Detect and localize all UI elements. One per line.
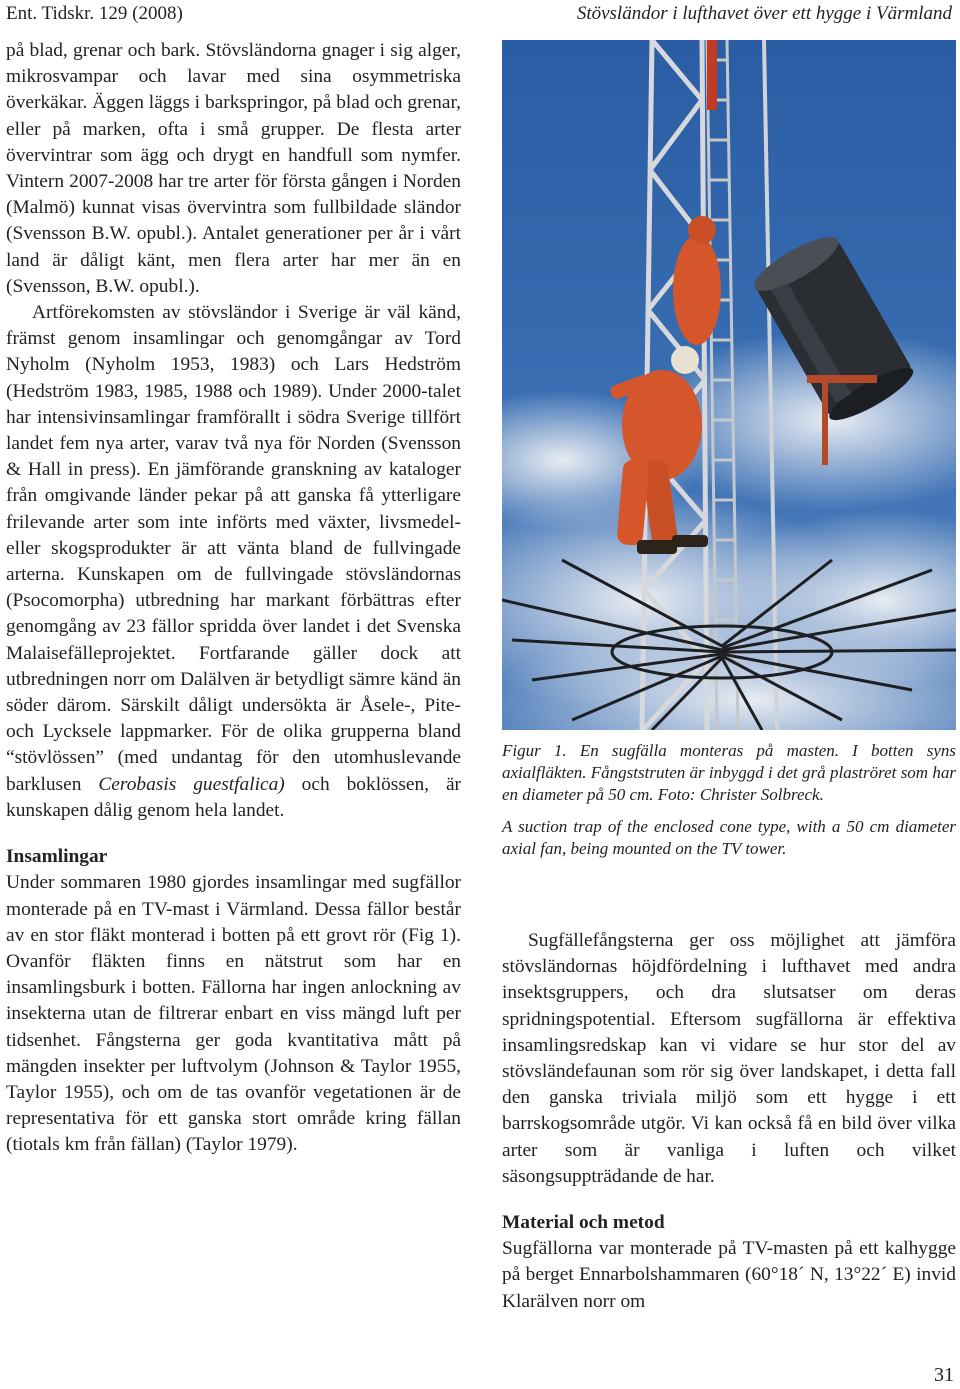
caption-swedish: Figur 1. En sugfälla monteras på masten. I botten syns axialfläkten. Fångststruten är inbyggd i det grå plaströret som har en diameter på 50 cm. Foto: Christer Solbreck. xyxy=(502,741,956,804)
figure-photo xyxy=(502,40,956,730)
figure-caption xyxy=(502,740,956,860)
paragraph-text: Artförekomsten av stövsländor i Sverige är väl känd, främst genom insamlingar och genomgångar av Tord Nyholm (Nyholm 1953, 1983) och Lars Hedström (Hedström 1983, 1985, 1988 och 1989). Under 2000-talet har intensivinsamlingar framförallt i södra Sverige tillfört landet fem nya arter, varav två nya för Norden (Svensson & Hall in press). En jämförande granskning av kataloger från omgivande länder pekar på att ganska få ytterligare frilevande arter som inte införts med växter, livsmedel- eller skogsprodukter är att vänta bland de fullvingade arterna. Kunskapen om de fullvingade stövsländornas (Psocomorpha) utbredning har markant förbättras efter genomgång av 23 fällor spridda över landet i det Svenska Malaisefälleprojektet. Fortfarande gäller dock att utbredningen norr om Dalälven är betydligt sämre känd än söder därom. Särskilt dåligt undersökta är Åsele-, Pite- och Lycksele lappmarker. För de olika grupperna bland “stövlössen” (med undantag för den utomhuslevande barklusen xyxy=(6,302,461,795)
paragraph: på blad, grenar och bark. Stövsländorna gnager i sig alger, mikrosvampar och lavar med sina osymmetriska överkäkar. Äggen läggs i barkspringor, på blad och grenar, eller på marken, ofta i små grupper. De flesta arter övervintrar som ägg och drygt en handfull som nymfer. Vintern 2007-2008 har tre arter för första gången i Norden (Malmö) kunnat visas övervintra som fullbildade sländor (Svensson B.W. opubl.). Antalet generationer per år i vårt land är dåligt känt, men flera arter har mer än en (Svensson, B.W. opubl.). xyxy=(6,40,461,297)
rope-strap xyxy=(707,40,717,110)
paragraph: Sugfällorna var monterade på TV-masten på ett kalhygge på berget Ennarbolshammaren (60°18´ N, 13°22´ E) invid Klarälven norr om xyxy=(502,1238,956,1312)
paragraph xyxy=(6,300,461,824)
caption-english: A suction trap of the enclosed cone type, with a 50 cm diameter axial fan, being mounted on the TV tower. xyxy=(502,817,956,858)
species-name: Cerobasis guestfalica) xyxy=(98,773,285,795)
journal-reference: Ent. Tidskr. 129 (2008) xyxy=(6,3,183,24)
section-heading: Material och metod xyxy=(502,1212,665,1234)
tower-photo-illustration xyxy=(502,40,956,730)
right-column xyxy=(502,928,956,1315)
running-title: Stövsländor i lufthavet över ett hygge i Värmland xyxy=(576,3,952,24)
page-number: 31 xyxy=(934,1364,954,1386)
left-column xyxy=(6,38,461,1159)
section-heading: Insamlingar xyxy=(6,846,108,868)
paragraph: Sugfällefångsterna ger oss möjlighet att jämföra stövsländornas höjdfördelning i lufthavet med andra insektsgruppers, och dra slutsatser om deras spridningspotential. Eftersom sugfällorna är effektiva insamlingsredskap kan vi vidare se hur stor del av stövsländefaunan som rör sig över landskapet, i detta fall den ganska triviala miljö som ett hygge i ett barrskogsområde utgör. Vi kan också få en bild över vilka arter som är vanliga i luften och vilket säsongsuppträdande de har. xyxy=(502,930,956,1187)
paragraph-text: och boklössen, är kunskapen dålig genom hela landet. xyxy=(6,773,462,821)
paragraph: Under sommaren 1980 gjordes insamlingar med sugfällor monterade på en TV-mast i Värmland. Dessa fällor består av en stor fläkt monterad i botten på ett grovt rör (Fig 1). Ovanför fläkten finns en nätstrut som har en insamlingsburk i botten. Fällorna har ingen anlockning av insekterna utan de filtrerar enbart en viss mängd luft per tidsenhet. Fångsterna ger goda kvantitativa mått på mängden insekter per luftvolym (Johnson & Taylor 1955, Taylor 1955), och om de tas ovanför vegetationen är de representativa för ett ganska stort område kring fällan (tiotals km från fällan) (Taylor 1979). xyxy=(6,872,461,1156)
